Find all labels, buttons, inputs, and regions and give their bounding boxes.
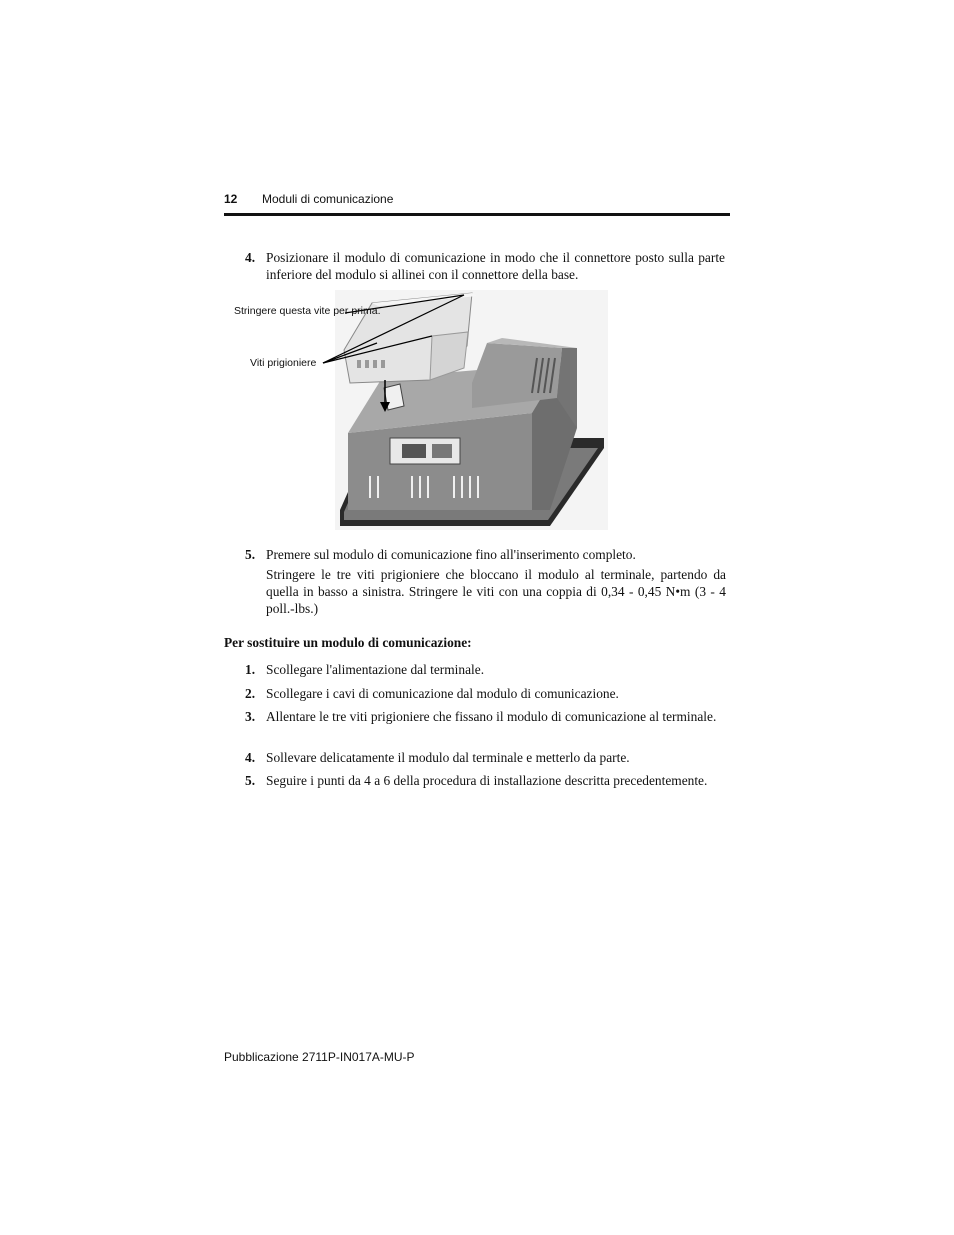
step-number: 1. [245, 662, 256, 677]
replace-step-2 [245, 685, 725, 702]
replace-step-5 [245, 772, 725, 789]
step-text: Premere sul modulo di comunicazione fino all'inserimento completo. [266, 547, 636, 562]
step-text: Posizionare il modulo di comunicazione in modo che il connettore posto sulla parte inferiore del modulo si allinei con il connettore della base. [266, 250, 725, 282]
step-text: Sollevare delicatamente il modulo dal terminale e metterlo da parte. [266, 750, 630, 765]
replace-section-heading: Per sostituire un modulo di comunicazione: [224, 635, 472, 650]
install-step-5 [245, 546, 725, 563]
step-text: Seguire i punti da 4 a 6 della procedura di installazione descritta precedentemente. [266, 773, 708, 788]
callout-captive-screws: Viti prigioniere [250, 357, 317, 369]
publication-footer: Pubblicazione 2711P-IN017A-MU-P [224, 1050, 415, 1064]
step-number: 5. [245, 547, 256, 562]
section-title: Moduli di comunicazione [262, 192, 394, 206]
page-number: 12 [224, 192, 238, 206]
replace-step-4 [245, 749, 725, 766]
step-number: 4. [245, 750, 256, 765]
step-text: Scollegare i cavi di comunicazione dal modulo di comunicazione. [266, 686, 619, 701]
step-5-detail: Stringere le tre viti prigioniere che bloccano il modulo al terminale, partendo da quella in basso a sinistra. Stringere le viti con una coppia di 0,34 - 0,45 N•m (3 - 4 poll.-lbs.) [266, 567, 726, 616]
step-number: 4. [245, 250, 256, 265]
install-step-4 [245, 249, 725, 283]
step-number: 5. [245, 773, 256, 788]
replace-step-1 [245, 661, 725, 678]
callout-first-screw: Stringere questa vite per prima. [234, 305, 381, 317]
step-number: 2. [245, 686, 256, 701]
step-text: Scollegare l'alimentazione dal terminale. [266, 662, 485, 677]
step-number: 3. [245, 709, 256, 724]
step-text: Allentare le tre viti prigioniere che fissano il modulo di comunicazione al terminale. [266, 709, 717, 724]
replace-step-3 [245, 708, 725, 725]
header-rule [224, 213, 730, 216]
module-installation-figure [232, 288, 612, 533]
terminal-illustration [232, 288, 612, 533]
